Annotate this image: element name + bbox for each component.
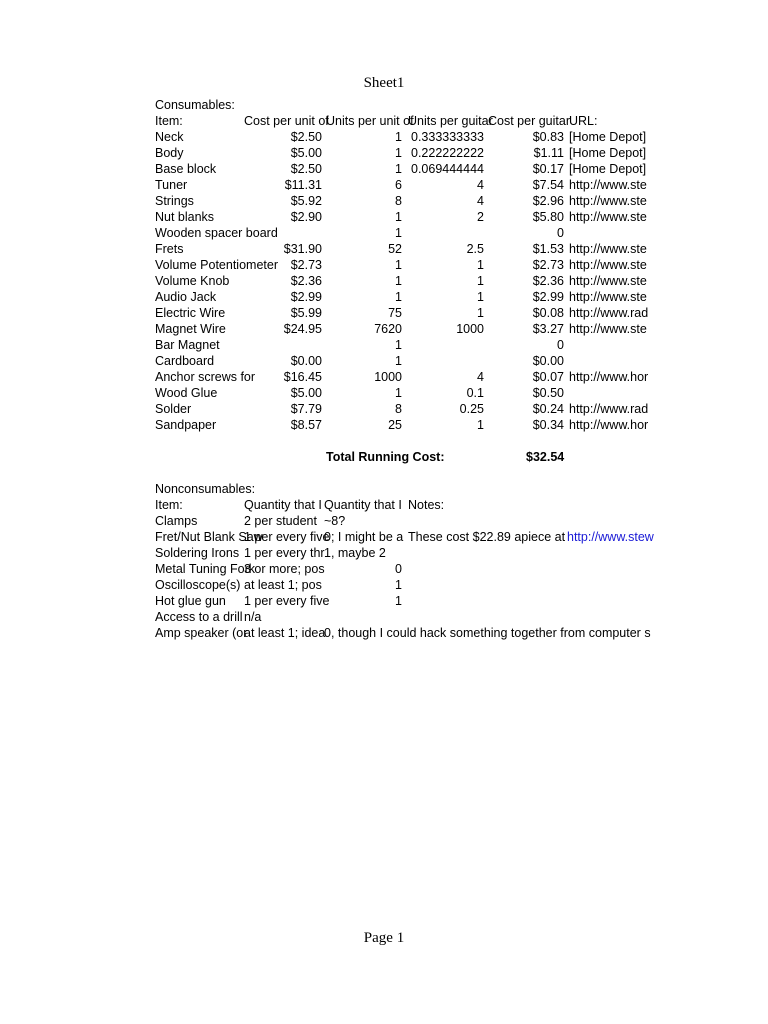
cell-item: Neck [155, 130, 184, 144]
cell-url[interactable]: http://www.ste [569, 242, 647, 256]
cell-cost-per-unit: $8.57 [290, 418, 322, 432]
cell-cost-per-guitar: $1.53 [532, 242, 564, 256]
cell-cost-per-guitar: $0.00 [532, 354, 564, 368]
nonconsumable-qty-have: 1, maybe 2 [324, 546, 386, 560]
cell-item: Base block [155, 162, 217, 176]
cell-item: Solder [155, 402, 192, 416]
nonconsumable-qty-needed: 1 per every thr [244, 546, 325, 560]
nonconsumable-item: Clamps [155, 514, 198, 528]
cell-units-per-guitar: 4 [477, 178, 484, 192]
cell-cost-per-unit: $5.00 [290, 386, 322, 400]
cell-units-per-unit: 75 [388, 306, 402, 320]
cell-cost-per-guitar: $1.11 [533, 146, 564, 160]
total-running-cost-label: Total Running Cost: [326, 450, 445, 464]
cell-cost-per-unit: $5.99 [290, 306, 322, 320]
nonconsumable-qty-needed: 2 per student [244, 514, 317, 528]
cell-item: Bar Magnet [155, 338, 220, 352]
nonconsumable-qty-needed: n/a [244, 610, 262, 624]
cell-units-per-unit: 1 [395, 146, 402, 160]
cell-item: Anchor screws for [155, 370, 256, 384]
cell-units-per-unit: 6 [395, 178, 402, 192]
cell-units-per-guitar: 1 [477, 290, 484, 304]
cell-units-per-unit: 1 [395, 354, 402, 368]
cell-units-per-guitar: 4 [477, 194, 484, 208]
cell-url[interactable]: http://www.ste [569, 290, 647, 304]
nonconsumable-header-2: Quantity that I [324, 498, 402, 512]
cell-units-per-guitar: 4 [477, 370, 484, 384]
cell-units-per-unit: 8 [395, 402, 402, 416]
nonconsumable-qty-needed: at least 1; pos [244, 578, 322, 592]
page-footer: Page 1 [363, 930, 405, 946]
nonconsumable-qty-have: 0; I might be a [324, 530, 404, 544]
cell-units-per-unit: 1 [395, 162, 402, 176]
cell-url[interactable]: http://www.hor [569, 418, 649, 432]
column-header-cost-per-unit: Cost per unit of [244, 114, 329, 128]
cell-item: Frets [155, 242, 184, 256]
cell-units-per-guitar: 1 [477, 274, 484, 288]
cell-item: Wood Glue [155, 386, 218, 400]
cell-cost-per-unit: $2.90 [290, 210, 322, 224]
cell-cost-per-unit: $2.99 [290, 290, 322, 304]
cell-units-per-guitar: 1 [477, 306, 484, 320]
cell-cost-per-guitar: $2.73 [532, 258, 564, 272]
cell-url[interactable]: http://www.ste [569, 258, 647, 272]
cell-cost-per-guitar: $0.08 [532, 306, 564, 320]
cell-cost-per-unit: $5.92 [290, 194, 322, 208]
cell-url[interactable]: http://www.ste [569, 178, 647, 192]
cell-cost-per-guitar: $0.83 [532, 130, 564, 144]
cell-units-per-unit: 1 [395, 290, 402, 304]
cell-units-per-unit: 1 [395, 258, 402, 272]
cell-cost-per-guitar: $0.34 [532, 418, 564, 432]
nonconsumable-header-1: Quantity that I [244, 498, 322, 512]
cell-units-per-guitar: 1 [477, 418, 484, 432]
cell-units-per-unit: 1 [395, 338, 402, 352]
cell-cost-per-unit: $11.31 [284, 178, 322, 192]
cell-units-per-guitar: 1000 [456, 322, 484, 336]
nonconsumable-notes: These cost $22.89 apiece at [408, 530, 566, 544]
cell-cost-per-unit: $2.50 [290, 130, 322, 144]
cell-item: Audio Jack [155, 290, 217, 304]
cell-units-per-guitar: 2 [477, 210, 484, 224]
nonconsumable-item: Soldering Irons [155, 546, 240, 560]
cell-item: Sandpaper [155, 418, 217, 432]
cell-units-per-guitar: 1 [477, 258, 484, 272]
cell-units-per-unit: 1 [395, 226, 402, 240]
cell-cost-per-guitar: $0.07 [532, 370, 564, 384]
cell-url: [Home Depot] [569, 146, 647, 160]
cell-url[interactable]: http://www.ste [569, 274, 647, 288]
cell-item: Volume Potentiometer [155, 258, 278, 272]
nonconsumable-item: Metal Tuning Fork [155, 562, 256, 576]
cell-item: Wooden spacer board [155, 226, 278, 240]
cell-cost-per-unit: $2.50 [290, 162, 322, 176]
cell-units-per-unit: 1 [395, 386, 402, 400]
nonconsumables-label: Nonconsumables: [155, 482, 256, 496]
cell-units-per-unit: 8 [395, 194, 402, 208]
cell-cost-per-guitar: 0 [557, 338, 564, 352]
column-header-item: Item: [155, 114, 183, 128]
cell-units-per-guitar: 0.1 [466, 386, 484, 400]
cell-cost-per-unit: $7.79 [290, 402, 322, 416]
cell-cost-per-guitar: $2.96 [532, 194, 564, 208]
cell-url[interactable]: http://www.rad [569, 306, 649, 320]
cell-cost-per-unit: $31.90 [283, 242, 322, 256]
cell-units-per-unit: 1 [395, 210, 402, 224]
cell-cost-per-unit: $5.00 [290, 146, 322, 160]
cell-cost-per-unit: $16.45 [283, 370, 322, 384]
cell-units-per-unit: 52 [388, 242, 402, 256]
cell-cost-per-guitar: $0.17 [532, 162, 564, 176]
cell-item: Cardboard [155, 354, 215, 368]
consumables-label: Consumables: [155, 98, 235, 112]
cell-cost-per-guitar: $0.24 [532, 402, 564, 416]
cell-url[interactable]: http://www.ste [569, 322, 647, 336]
total-running-cost-value: $32.54 [526, 450, 565, 464]
cell-units-per-unit: 25 [388, 418, 402, 432]
cell-units-per-unit: 1 [395, 274, 402, 288]
cell-units-per-unit: 1000 [374, 370, 402, 384]
nonconsumable-header-3: Notes: [408, 498, 445, 512]
cell-cost-per-unit: $2.73 [290, 258, 322, 272]
nonconsumable-item: Fret/Nut Blank Saw [155, 530, 263, 544]
nonconsumable-qty-needed: 1 per every five [244, 530, 330, 544]
nonconsumable-item: Amp speaker (or [155, 626, 248, 640]
cell-url: [Home Depot] [569, 130, 647, 144]
nonconsumable-qty-needed: 3 or more; pos [244, 562, 325, 576]
cell-cost-per-guitar: $5.80 [532, 210, 564, 224]
cell-cost-per-guitar: $2.36 [532, 274, 564, 288]
cell-cost-per-guitar: $3.27 [532, 322, 564, 336]
cell-url[interactable]: http://www.ste [569, 210, 647, 224]
nonconsumable-item: Access to a drill [155, 610, 243, 624]
cell-cost-per-unit: $2.36 [290, 274, 322, 288]
cell-cost-per-guitar: 0 [557, 226, 564, 240]
cell-units-per-guitar: 0.25 [459, 402, 484, 416]
sheet-title: Sheet1 [363, 75, 405, 91]
nonconsumable-qty-have: 1 [395, 594, 402, 608]
cell-url: [Home Depot] [569, 162, 647, 176]
cell-units-per-guitar: 2.5 [466, 242, 484, 256]
cell-cost-per-guitar: $0.50 [532, 386, 564, 400]
cell-item: Nut blanks [155, 210, 215, 224]
cell-item: Magnet Wire [155, 322, 226, 336]
nonconsumable-qty-needed: 1 per every five [244, 594, 330, 608]
cell-item: Body [155, 146, 184, 160]
nonconsumable-qty-have: 0 [395, 562, 402, 576]
cell-url[interactable]: http://www.hor [569, 370, 649, 384]
cell-item: Volume Knob [155, 274, 230, 288]
cell-cost-per-unit: $0.00 [290, 354, 322, 368]
cell-units-per-unit: 1 [395, 130, 402, 144]
column-header-cost-per-guitar: Cost per guitar [488, 114, 570, 128]
cell-url[interactable]: http://www.rad [569, 402, 649, 416]
cell-url[interactable]: http://www.ste [569, 194, 647, 208]
nonconsumable-qty-have: 1 [395, 578, 402, 592]
nonconsumable-item: Oscilloscope(s) [155, 578, 241, 592]
nonconsumable-qty-needed: at least 1; idea [244, 626, 326, 640]
cell-item: Strings [155, 194, 194, 208]
cell-item: Tuner [155, 178, 188, 192]
nonconsumable-qty-have: 0, though I could hack something together from computer s [324, 626, 651, 640]
nonconsumable-qty-have: ~8? [324, 514, 346, 528]
cell-units-per-guitar: 0.069444444 [411, 162, 484, 176]
nonconsumable-notes-link[interactable]: http://www.stew [567, 530, 654, 544]
cell-units-per-guitar: 0.222222222 [411, 146, 484, 160]
cell-cost-per-guitar: $7.54 [532, 178, 564, 192]
nonconsumable-header-0: Item: [155, 498, 183, 512]
cell-item: Electric Wire [155, 306, 226, 320]
cell-cost-per-guitar: $2.99 [532, 290, 564, 304]
nonconsumable-item: Hot glue gun [155, 594, 226, 608]
cell-cost-per-unit: $24.95 [283, 322, 322, 336]
column-header-units-per-unit: Units per unit of [326, 114, 414, 128]
column-header-url: URL: [569, 114, 598, 128]
column-header-units-per-guitar: Units per guitar [408, 114, 493, 128]
cell-units-per-unit: 7620 [374, 322, 402, 336]
cell-units-per-guitar: 0.333333333 [411, 130, 484, 144]
